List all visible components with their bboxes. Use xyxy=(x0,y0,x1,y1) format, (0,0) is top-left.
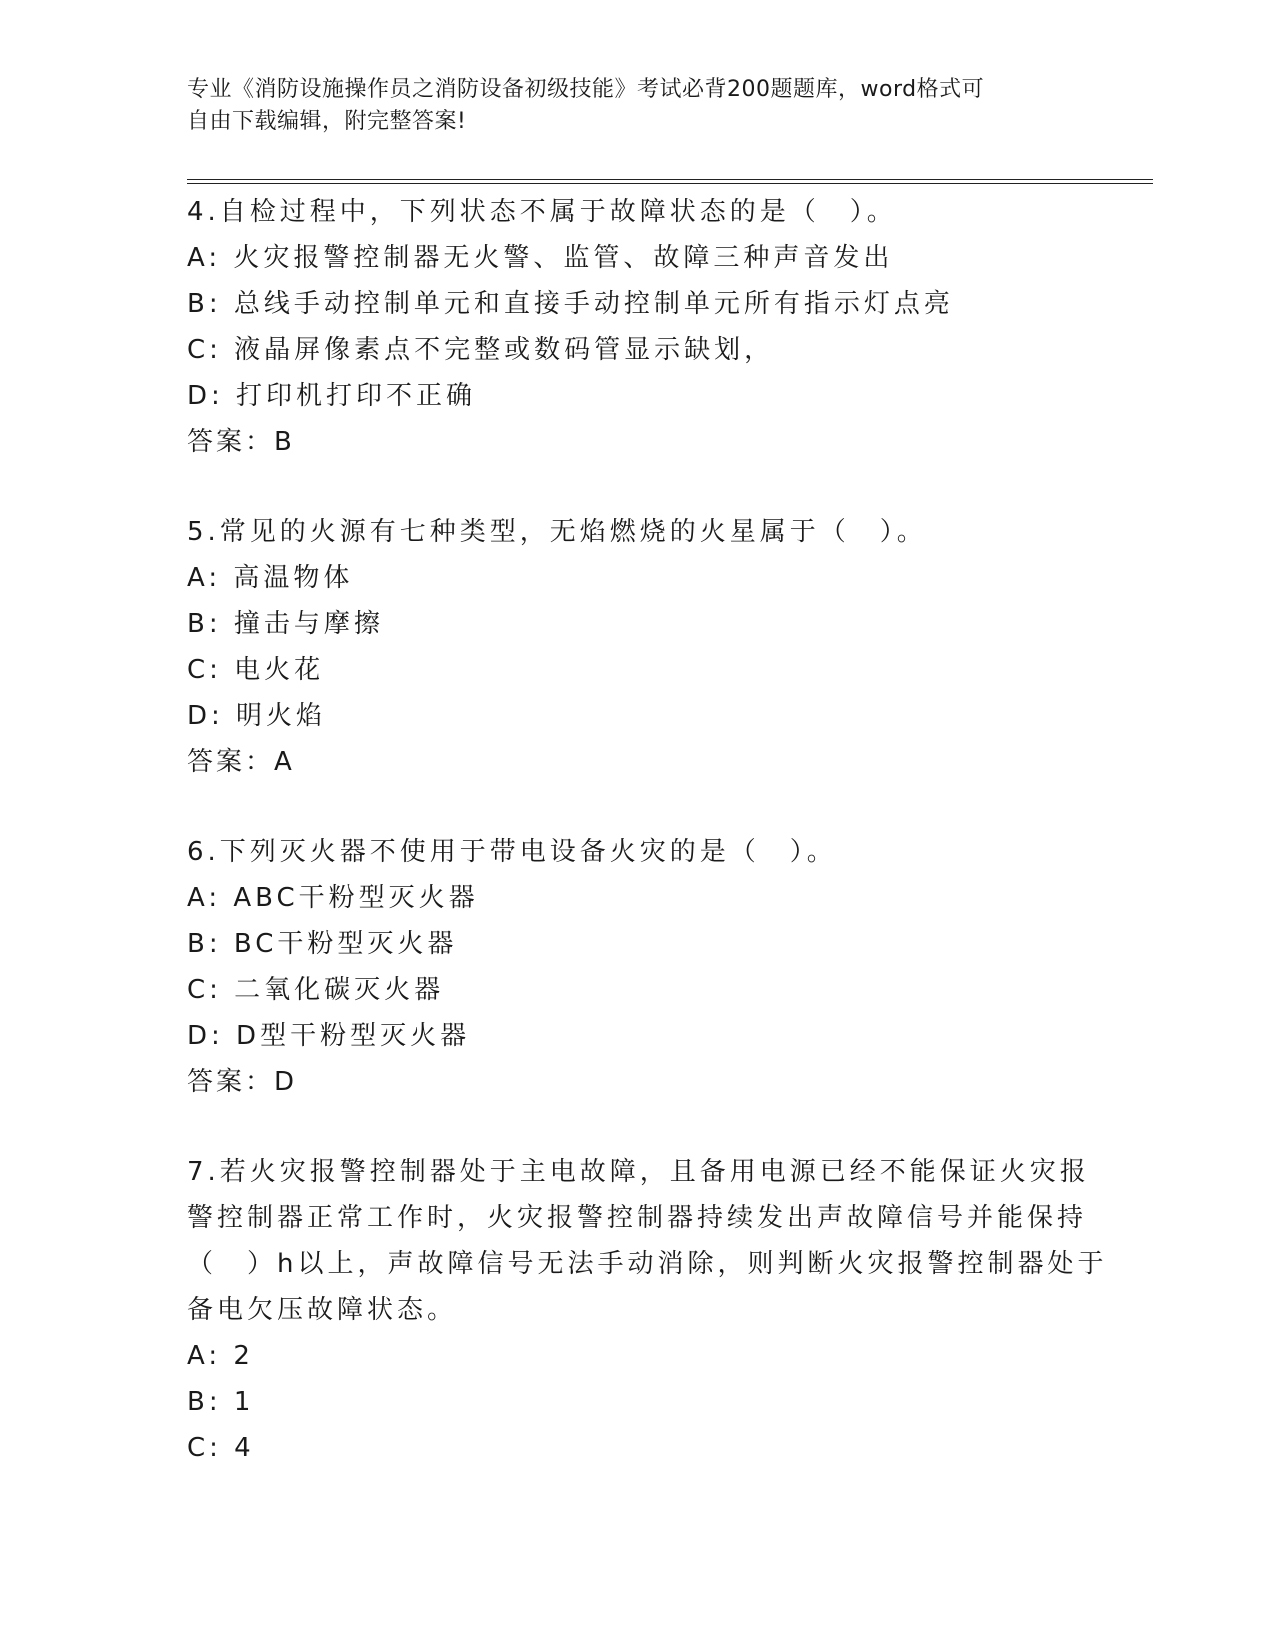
question-stem-line: 7.若火灾报警控制器处于主电故障，且备用电源已经不能保证火灾报 xyxy=(187,1157,1090,1187)
option-c: C: 电火花 xyxy=(187,655,325,685)
option-d: D: 打印机打印不正确 xyxy=(187,381,477,411)
option-b: B: 撞击与摩擦 xyxy=(187,609,384,639)
header-line-1: 专业《消防设施操作员之消防设备初级技能》考试必背200题题库，word格式可 xyxy=(187,77,985,102)
option-b: B: 总线手动控制单元和直接手动控制单元所有指示灯点亮 xyxy=(187,289,954,319)
question-4 xyxy=(187,189,1087,465)
option-b: B: BC干粉型灭火器 xyxy=(187,929,458,959)
question-5 xyxy=(187,509,1087,785)
question-stem-line: （ ）h以上，声故障信号无法手动消除，则判断火灾报警控制器处于 xyxy=(187,1249,1108,1279)
question-6 xyxy=(187,829,1087,1105)
header-divider-bottom xyxy=(187,183,1153,184)
option-a: A: 火灾报警控制器无火警、监管、故障三种声音发出 xyxy=(187,243,894,273)
option-c: C: 4 xyxy=(187,1433,255,1463)
option-c: C: 液晶屏像素点不完整或数码管显示缺划， xyxy=(187,335,775,365)
answer: 答案：B xyxy=(187,427,295,457)
option-c: C: 二氧化碳灭火器 xyxy=(187,975,445,1005)
question-stem: 6.下列灭火器不使用于带电设备火灾的是（ ）。 xyxy=(187,837,837,867)
question-stem-line: 备电欠压故障状态。 xyxy=(187,1295,458,1325)
answer: 答案：A xyxy=(187,747,295,777)
question-stem: 5.常见的火源有七种类型，无焰燃烧的火星属于（ ）。 xyxy=(187,517,927,547)
question-stem-line: 警控制器正常工作时，火灾报警控制器持续发出声故障信号并能保持 xyxy=(187,1203,1088,1233)
option-a: A: 高温物体 xyxy=(187,563,354,593)
spacer xyxy=(187,465,1087,509)
option-d: D: D型干粉型灭火器 xyxy=(187,1021,471,1051)
question-7 xyxy=(187,1149,1108,1471)
option-d: D: 明火焰 xyxy=(187,701,327,731)
spacer xyxy=(187,1105,1087,1149)
spacer xyxy=(187,785,1087,829)
header-line-2: 自由下载编辑，附完整答案! xyxy=(187,109,467,134)
question-stem: 4.自检过程中，下列状态不属于故障状态的是（ ）。 xyxy=(187,197,897,227)
question-list xyxy=(187,189,1108,1471)
answer: 答案：D xyxy=(187,1067,298,1097)
option-b: B: 1 xyxy=(187,1387,255,1417)
document-header xyxy=(187,74,1087,138)
header-divider-top xyxy=(187,179,1153,180)
option-a: A: 2 xyxy=(187,1341,254,1371)
option-a: A: ABC干粉型灭火器 xyxy=(187,883,479,913)
